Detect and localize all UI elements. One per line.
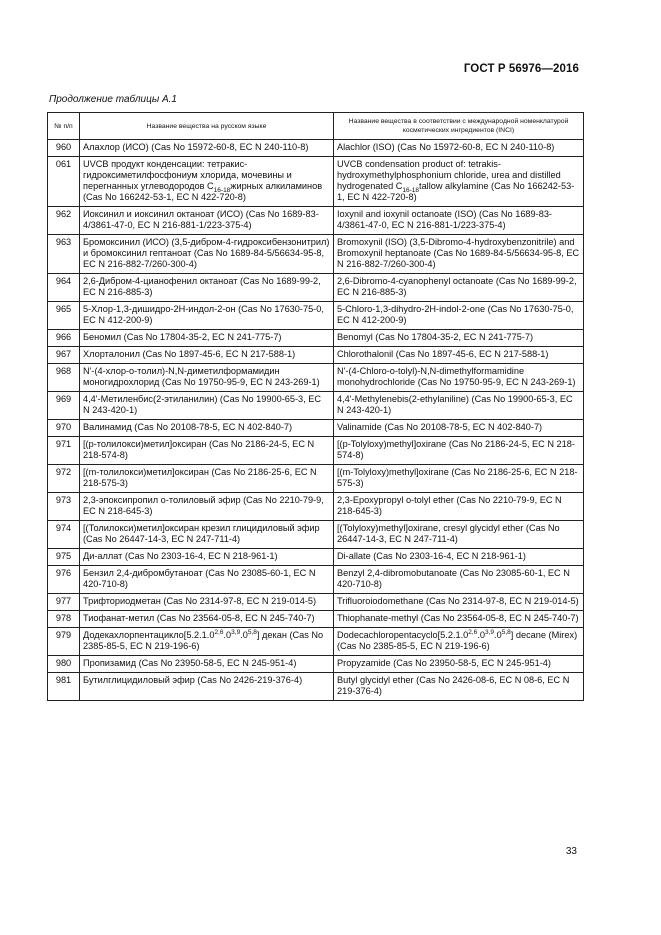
inci-name-cell: 4,4'-Methylenebis(2-ethylaniline) (Cas No 19900-65-3, EC N 243-420-1) xyxy=(334,392,584,420)
russian-name-cell: Бутилглицидиловый эфир (Cas No 2426-219-376-4) xyxy=(80,673,334,701)
russian-name-cell: [(р-толилокси)метил]оксиран (Cas No 2186-24-5, EC N 218-574-8) xyxy=(80,437,334,465)
table-row xyxy=(48,493,584,521)
table-row xyxy=(48,207,584,235)
inci-name-cell: [(p-Tolyloxy)methyl]oxirane (Cas No 2186-24-5, EC N 218-574-8) xyxy=(334,437,584,465)
row-number: 966 xyxy=(48,330,80,347)
table-row xyxy=(48,594,584,611)
russian-name-cell: 4,4'-Метиленбис(2-этиланилин) (Cas No 19900-65-3, EC N 243-420-1) xyxy=(80,392,334,420)
table-caption: Продолжение таблицы А.1 xyxy=(49,94,177,105)
row-number: 964 xyxy=(48,274,80,302)
russian-name-cell: UVCB продукт конденсации: тетракис-гидроксиметилфосфониум хлорида, мочевины и перегнанных углеводородов $C_{16-18}жирных$ алкиламинов (Cas No 166242-53-1, EC N 422-720-8) xyxy=(80,157,334,207)
inci-name-cell: Alachlor (ISO) (Cas No 15972-60-8, EC N 240-110-8) xyxy=(334,140,584,157)
inci-name-cell: 2,3-Epoxypropyl o-tolyl ether (Cas No 2210-79-9, EC N 218-645-3) xyxy=(334,493,584,521)
page-number: 33 xyxy=(565,846,577,857)
row-number: 977 xyxy=(48,594,80,611)
table-row xyxy=(48,330,584,347)
table-row xyxy=(48,420,584,437)
russian-name-cell: 2,6-Дибром-4-цианофенил октаноат (Cas No 1689-99-2, EC N 216-885-3) xyxy=(80,274,334,302)
row-number: 061 xyxy=(48,157,80,207)
row-number: 978 xyxy=(48,611,80,628)
inci-name-cell: Ioxynil and ioxynil octanoate (ISO) (Cas No 1689-83-4/3861-47-0, EC N 216-881-1/223-375-4) xyxy=(334,207,584,235)
row-number: 969 xyxy=(48,392,80,420)
inci-name-cell: 5-Chloro-1,3-dihydro-2H-indol-2-one (Cas No 17630-75-0, EC N 412-200-9) xyxy=(334,302,584,330)
row-number: 967 xyxy=(48,347,80,364)
table-row xyxy=(48,549,584,566)
inci-name-cell: Butyl glycidyl ether (Cas No 2426-08-6, EC N 08-6, EC N 219-376-4) xyxy=(334,673,584,701)
russian-name-cell: Трифториодметан (Cas No 2314-97-8, EC N 219-014-5) xyxy=(80,594,334,611)
inci-name-cell: [(Tolyloxy)methyl]oxirane, cresyl glycidyl ether (Cas No 26447-14-3, EC N 247-711-4) xyxy=(334,521,584,549)
document-code: ГОСТ Р 56976—2016 xyxy=(463,63,579,75)
inci-name-cell: Di-allate (Cas No 2303-16-4, EC N 218-961-1) xyxy=(334,549,584,566)
row-number: 975 xyxy=(48,549,80,566)
table-row xyxy=(48,566,584,594)
russian-name-cell: Додекахлорпентацикло[5.2.1.0$^{2,6}$.0$^{3,9}$.0$^{5,8}$] декан (Cas No 2385-85-5, EC N 219-196-6) xyxy=(80,628,334,656)
inci-name-cell: Dodecachloropentacyclo[5.2.1.0$^{2,6}$.0$^{3,9}$.0$^{5,8}$] decane (Mirex) (Cas No 2385-85-5, EC N 219-196-6) xyxy=(334,628,584,656)
table-row xyxy=(48,392,584,420)
header-number: № п/п xyxy=(48,113,80,140)
table-row xyxy=(48,628,584,656)
russian-name-cell: Иоксинил и иоксинил октаноат (ИСО) (Cas No 1689-83-4/3861-47-0, EC N 216-881-1/223-375-4) xyxy=(80,207,334,235)
row-number: 973 xyxy=(48,493,80,521)
inci-name-cell: Valinamide (Cas No 20108-78-5, EC N 402-840-7) xyxy=(334,420,584,437)
russian-name-cell: Пропизамид (Cas No 23950-58-5, EC N 245-951-4) xyxy=(80,656,334,673)
inci-name-cell: Thiophanate-methyl (Cas No 23564-05-8, EC N 245-740-7) xyxy=(334,611,584,628)
row-number: 981 xyxy=(48,673,80,701)
row-number: 968 xyxy=(48,364,80,392)
substances-table xyxy=(47,112,584,701)
row-number: 976 xyxy=(48,566,80,594)
table-row xyxy=(48,140,584,157)
russian-name-cell: Валинамид (Cas No 20108-78-5, EC N 402-840-7) xyxy=(80,420,334,437)
russian-name-cell: Беномил (Cas No 17804-35-2, EC N 241-775-7) xyxy=(80,330,334,347)
row-number: 963 xyxy=(48,235,80,274)
inci-name-cell: [(m-Tolyloxy)methyl]oxirane (Cas No 2186-25-6, EC N 218-575-3) xyxy=(334,465,584,493)
header-russian-name: Название вещества на русском языке xyxy=(80,113,334,140)
russian-name-cell: Бромоксинил (ИСО) (3,5-дибром-4-гидроксибензонитрил) и бромоксинил гептаноат (Cas No 1689-84-5/56634-95-8, EC N 216-882-7/260-300-4) xyxy=(80,235,334,274)
table-row xyxy=(48,302,584,330)
russian-name-cell: Тиофанат-метил (Cas No 23564-05-8, EC N 245-740-7) xyxy=(80,611,334,628)
table-header-row xyxy=(48,113,584,140)
table-row xyxy=(48,673,584,701)
row-number: 980 xyxy=(48,656,80,673)
table-row xyxy=(48,274,584,302)
row-number: 970 xyxy=(48,420,80,437)
inci-name-cell: Propyzamide (Cas No 23950-58-5, EC N 245-951-4) xyxy=(334,656,584,673)
table-row xyxy=(48,364,584,392)
table-row xyxy=(48,611,584,628)
inci-name-cell: UVCB condensation product of: tetrakis-hydroxymethylphosphonium chloride, urea and distilled hydrogenated $C_{16-18}tallow$ alkylamine (Cas No 166242-53-1, EC N 422-720-8) xyxy=(334,157,584,207)
russian-name-cell: Бензил 2,4-дибромбутаноат (Cas No 23085-60-1, EC N 420-710-8) xyxy=(80,566,334,594)
russian-name-cell: [(m-толилокси)метил]оксиран (Cas No 2186-25-6, EC N 218-575-3) xyxy=(80,465,334,493)
inci-name-cell: N'-(4-Chloro-o-tolyl)-N,N-dimethylformamidine monohydrochloride (Cas No 19750-95-9, EC N 243-269-1) xyxy=(334,364,584,392)
table-row xyxy=(48,465,584,493)
russian-name-cell: N'-(4-хлор-о-толил)-N,N-диметилформамидин моногидрохлорид (Cas No 19750-95-9, EC N 243-269-1) xyxy=(80,364,334,392)
inci-name-cell: Chlorothalonil (Cas No 1897-45-6, EC N 217-588-1) xyxy=(334,347,584,364)
table-row xyxy=(48,521,584,549)
russian-name-cell: 5-Хлор-1,3-дишидро-2Н-индол-2-он (Cas No 17630-75-0, EC N 412-200-9) xyxy=(80,302,334,330)
inci-name-cell: 2,6-Dibromo-4-cyanophenyl octanoate (Cas No 1689-99-2, EC N 216-885-3) xyxy=(334,274,584,302)
russian-name-cell: Ди-аллат (Cas No 2303-16-4, EC N 218-961-1) xyxy=(80,549,334,566)
row-number: 972 xyxy=(48,465,80,493)
row-number: 960 xyxy=(48,140,80,157)
header-inci-name: Название вещества в соответствии с международной номенклатурой косметических ингредиентов (INCI) xyxy=(334,113,584,140)
row-number: 962 xyxy=(48,207,80,235)
row-number: 979 xyxy=(48,628,80,656)
table-row xyxy=(48,656,584,673)
inci-name-cell: Benomyl (Cas No 17804-35-2, EC N 241-775-7) xyxy=(334,330,584,347)
table-row xyxy=(48,347,584,364)
russian-name-cell: Хлорталонил (Cas No 1897-45-6, EC N 217-588-1) xyxy=(80,347,334,364)
russian-name-cell: 2,3-эпоксипропил о-толиловый эфир (Cas No 2210-79-9, EC N 218-645-3) xyxy=(80,493,334,521)
table-row xyxy=(48,235,584,274)
russian-name-cell: [(Толилокси)метил]оксиран крезил глицидиловый эфир (Cas No 26447-14-3, EC N 247-711-4) xyxy=(80,521,334,549)
russian-name-cell: Алахлор (ИСО) (Cas No 15972-60-8, EC N 240-110-8) xyxy=(80,140,334,157)
row-number: 974 xyxy=(48,521,80,549)
row-number: 965 xyxy=(48,302,80,330)
table-row xyxy=(48,437,584,465)
inci-name-cell: Trifluoroiodomethane (Cas No 2314-97-8, EC N 219-014-5) xyxy=(334,594,584,611)
row-number: 971 xyxy=(48,437,80,465)
table-row xyxy=(48,157,584,207)
inci-name-cell: Bromoxynil (ISO) (3,5-Dibromo-4-hydroxybenzonitrile) and Bromoxynil heptanoate (Cas No 1689-84-5/56634-95-8, EC N 216-882-7/260-300-4) xyxy=(334,235,584,274)
inci-name-cell: Benzyl 2,4-dibromobutanoate (Cas No 23085-60-1, EC N 420-710-8) xyxy=(334,566,584,594)
